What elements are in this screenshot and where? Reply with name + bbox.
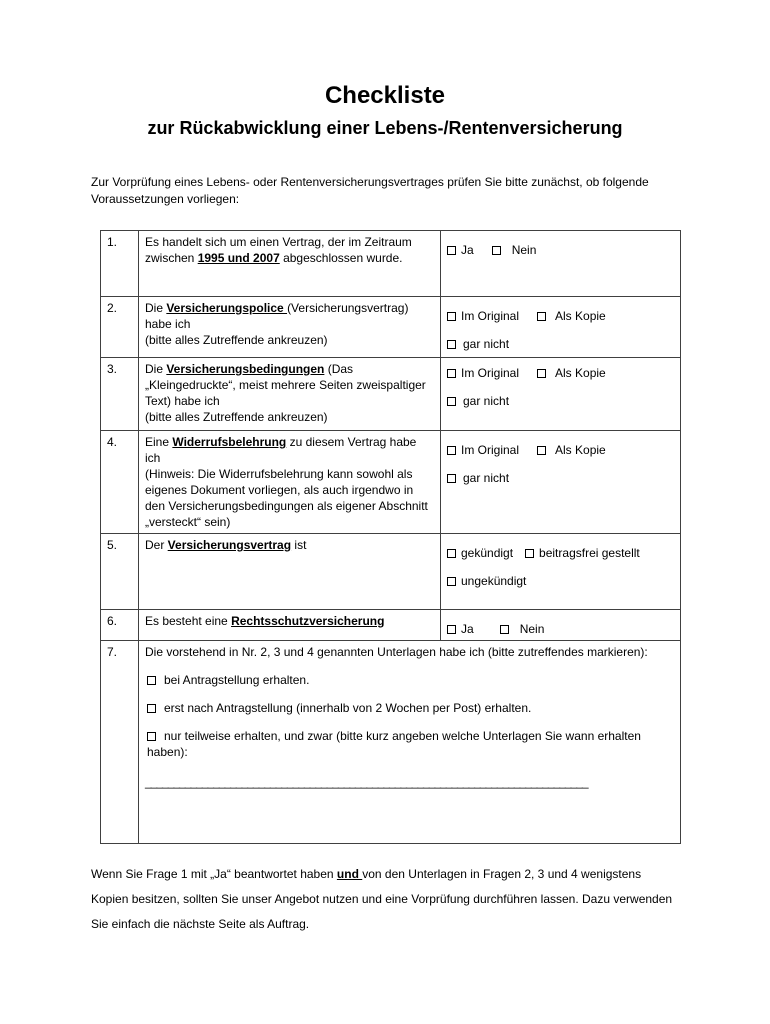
checkbox-im-original[interactable]: [447, 369, 456, 378]
table-row: [101, 641, 681, 844]
checkbox-im-original[interactable]: [447, 312, 456, 321]
option-label: Nein: [511, 243, 537, 257]
checklist-table: [100, 230, 681, 844]
checkbox-gekuendigt[interactable]: [447, 549, 456, 558]
question-cell: Eine Widerrufsbelehrung zu diesem Vertrag habe ich (Hinweis: Die Widerrufsbelehrung kann sowohl als eigenes Dokument vorliegen, als auch irgendwo in den Versicherungsbedingungen als eigener Abschnitt „versteckt“ sein): [139, 431, 441, 534]
question-note: (bitte alles Zutreffende ankreuzen): [145, 333, 328, 347]
checkbox-als-kopie[interactable]: [537, 446, 546, 455]
checkbox-ja[interactable]: [447, 625, 456, 634]
question-cell: Die vorstehend in Nr. 2, 3 und 4 genannten Unterlagen habe ich (bitte zutreffendes markieren): bei Antragstellung erhalten. erst nach Antragstellung (innerhalb von 2 Wochen per Post) erhalten. nur teilweise erhalten, und zwar (bitte kurz angeben welche Unterlagen Sie wann erhalten haben): ______________________________________________________________________________: [139, 641, 681, 844]
question-keyword: Versicherungspolice: [166, 301, 288, 315]
question-cell: Es besteht eine Rechtsschutzversicherung: [139, 610, 441, 641]
options-cell: [441, 231, 681, 297]
footer-text: Wenn Sie Frage 1 mit „Ja“ beantwortet haben und von den Unterlagen in Fragen 2, 3 und 4 wenigstens Kopien besitzen, sollten Sie unser Angebot nutzen und eine Vorprüfung durchführen lassen. Dazu verwenden Sie einfach die nächste Seite als Auftrag.: [91, 867, 673, 931]
footer-emphasis: und: [336, 867, 363, 881]
checkbox-bei-antragstellung[interactable]: [147, 676, 156, 685]
row-number: 1.: [101, 231, 139, 297]
row-number: 6.: [101, 610, 139, 641]
options-cell: Im Original Als Kopie gar nicht: [441, 431, 681, 534]
page-title: Checkliste: [324, 82, 446, 109]
question-cell: Der Versicherungsvertrag ist: [139, 534, 441, 610]
checkbox-als-kopie[interactable]: [537, 312, 546, 321]
intro-text: Zur Vorprüfung eines Lebens- oder Rentenversicherungsvertrages prüfen Sie bitte zunächst, ob folgende Voraussetzungen vorliegen:: [91, 175, 649, 206]
row-number: 7.: [101, 641, 139, 844]
checkbox-im-original[interactable]: [447, 446, 456, 455]
question-cell: Es handelt sich um einen Vertrag, der im Zeitraum zwischen 1995 und 2007 abgeschlossen wurde.: [139, 231, 441, 297]
row-number: 4.: [101, 431, 139, 534]
question-cell: Die Versicherungsbedingungen (Das „Kleingedruckte“, meist mehrere Seiten zweispaltiger Text) habe ich (bitte alles Zutreffende ankreuzen): [139, 358, 441, 431]
checkbox-nein[interactable]: [500, 625, 509, 634]
answer-line[interactable]: ______________________________________________________________________________: [145, 775, 588, 789]
row-number: 2.: [101, 297, 139, 358]
question-note: (Hinweis: Die Widerrufsbelehrung kann sowohl als eigenes Dokument vorliegen, als auch irgendwo in den Versicherungsbedingungen als eigener Abschnitt „versteckt“ sein): [145, 467, 428, 529]
row-number: 5.: [101, 534, 139, 610]
option-label: Ja: [461, 243, 474, 257]
question-keyword: Widerrufsbelehrung: [172, 435, 287, 449]
question-keyword: 1995 und 2007: [197, 251, 280, 265]
checkbox-nach-antragstellung[interactable]: [147, 704, 156, 713]
question-note: (bitte alles Zutreffende ankreuzen): [145, 410, 328, 424]
question-keyword: Versicherungsvertrag: [167, 538, 292, 552]
table-row: [101, 534, 681, 610]
question-keyword: Rechtsschutzversicherung: [231, 614, 385, 628]
table-row: [101, 610, 681, 641]
checkbox-teilweise[interactable]: [147, 732, 156, 741]
checkbox-gar-nicht[interactable]: [447, 397, 456, 406]
checkbox-ja[interactable]: [447, 246, 456, 255]
table-row: [101, 431, 681, 534]
options-cell: Ja Nein: [441, 610, 681, 641]
question-cell: Die Versicherungspolice (Versicherungsvertrag) habe ich (bitte alles Zutreffende ankreuzen): [139, 297, 441, 358]
checkbox-gar-nicht[interactable]: [447, 340, 456, 349]
question-text: Die vorstehend in Nr. 2, 3 und 4 genannten Unterlagen habe ich (bitte zutreffendes markieren):: [145, 645, 648, 659]
options-cell: Im Original Als Kopie gar nicht: [441, 297, 681, 358]
checkbox-als-kopie[interactable]: [537, 369, 546, 378]
table-row: [101, 231, 681, 297]
options-cell: gekündigt beitragsfrei gestellt ungekündigt: [441, 534, 681, 610]
question-keyword: Versicherungsbedingungen: [166, 362, 325, 376]
table-row: [101, 358, 681, 431]
options-cell: Im Original Als Kopie gar nicht: [441, 358, 681, 431]
checkbox-gar-nicht[interactable]: [447, 474, 456, 483]
checkbox-beitragsfrei[interactable]: [525, 549, 534, 558]
checkbox-nein[interactable]: [492, 246, 501, 255]
checkbox-ungekuendigt[interactable]: [447, 577, 456, 586]
page-subtitle: zur Rückabwicklung einer Lebens-/Rentenversicherung: [147, 118, 623, 138]
table-row: [101, 297, 681, 358]
row-number: 3.: [101, 358, 139, 431]
